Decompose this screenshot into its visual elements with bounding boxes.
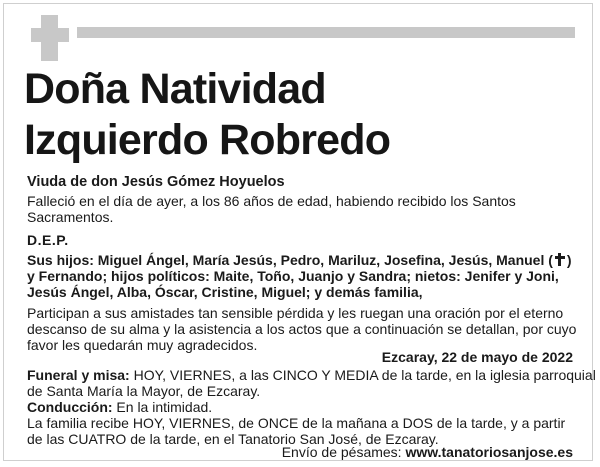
website-link[interactable]: www.tanatoriosanjose.es [405,444,573,460]
family-list [27,252,572,300]
cross-icon [31,15,69,61]
name-line-1: Doña Natividad [24,65,326,113]
deceased-name [24,64,584,166]
condolences-label: Envío de pésames: [281,444,406,460]
reception-details [27,415,565,447]
spouse-line: Viuda de don Jesús Gómez Hoyuelos [27,174,285,190]
deceased-cross-icon [554,253,566,266]
dep-label: D.E.P. [27,232,69,248]
name-line-2: Izquierdo Robredo [24,116,391,164]
header-rule [77,27,575,38]
death-notice-line-2: Sacramentos. [27,209,114,225]
place-date: Ezcaray, 22 de mayo de 2022 [381,349,573,365]
family-line-1 [27,252,572,268]
family-line-1-close: ) [566,252,572,268]
thanks-paragraph [27,305,576,353]
funeral-line-2: de Santa María la Mayor, de Ezcaray. [27,383,261,399]
death-notice-line-1: Falleció en el día de ayer, a los 86 años de edad, habiendo recibido los Santos [27,193,516,209]
conduccion-text: En la intimidad. [112,399,213,415]
reception-line-2: de las CUATRO de la tarde, en el Tanatorio San José, de Ezcaray. [27,431,439,447]
family-line-1-text: Sus hijos: Miguel Ángel, María Jesús, Pedro, Mariluz, Josefina, Jesús, Manuel ( [27,252,553,268]
family-line-2: y Fernando; hijos políticos: Maite, Toño, Juanjo y Sandra; nietos: Jenifer y Joni, [27,268,559,284]
thanks-line-3: favor les quedarán muy agradecidos. [27,337,258,353]
reception-line-1: La familia recibe HOY, VIERNES, de ONCE de la mañana a DOS de la tarde, y a partir [27,415,566,431]
conduccion-label: Conducción: [27,399,113,415]
death-notice [27,193,516,225]
family-line-3: Jesús Ángel, Alba, Óscar, Cristine, Miguel; y demás familia, [27,284,423,300]
conduccion-details [27,399,212,415]
thanks-line-2: descanso de su alma y la asistencia a los actos que a continuación se detallan, por cuyo [27,321,577,337]
funeral-line-1 [27,367,596,383]
thanks-line-1: Participan a sus amistades tan sensible pérdida y les ruegan una oración por el eterno [27,305,564,321]
funeral-label: Funeral y misa: [27,367,130,383]
funeral-text: HOY, VIERNES, a las CINCO Y MEDIA de la tarde, en la iglesia parroquial [129,367,596,383]
funeral-details [27,367,596,399]
condolences-footer [282,444,573,460]
